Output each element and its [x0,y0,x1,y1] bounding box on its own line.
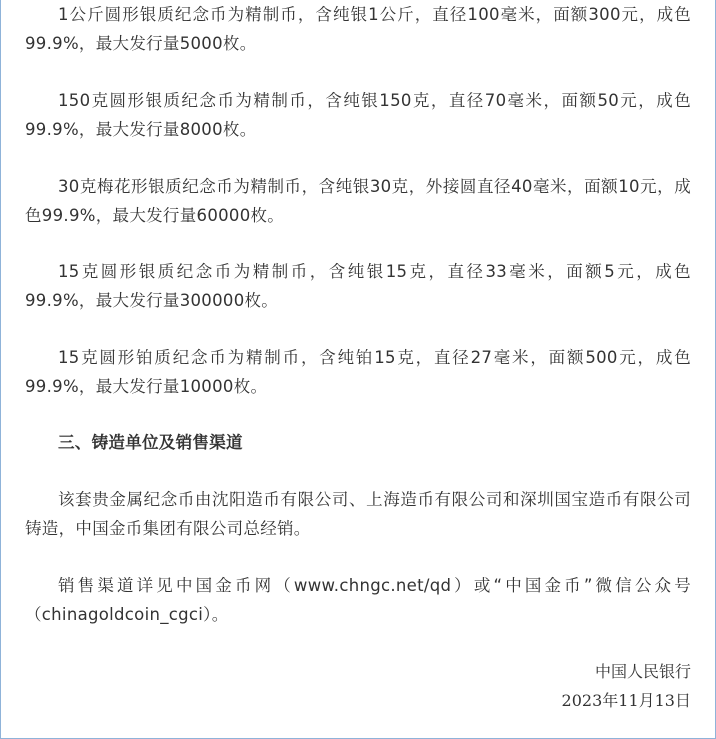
signature-issuer: 中国人民银行 [594,662,691,681]
section-heading-mint-and-sales: 三、铸造单位及销售渠道 [58,433,243,452]
paragraph-15g-platinum-coin: 15克圆形铂质纪念币为精制币，含纯铂15克，直径27毫米，面额500元，成色99.9%，最大发行量10000枚。 [25,348,691,396]
paragraph-15g-silver-coin: 15克圆形银质纪念币为精制币，含纯银15克，直径33毫米，面额5元，成色99.9%，最大发行量300000枚。 [25,262,691,310]
paragraph-30g-plum-silver-coin: 30克梅花形银质纪念币为精制币，含纯银30克，外接圆直径40毫米，面额10元，成色99.9%，最大发行量60000枚。 [25,177,691,225]
signature-date: 2023年11月13日 [561,691,691,710]
paragraph-150g-silver-coin: 150克圆形银质纪念币为精制币，含纯银150克，直径70毫米，面额50元，成色99.9%，最大发行量8000枚。 [25,91,691,139]
paragraph-mint-units: 该套贵金属纪念币由沈阳造币有限公司、上海造币有限公司和深圳国宝造币有限公司铸造，中国金币集团有限公司总经销。 [25,490,691,538]
paragraph-sales-channels: 销售渠道详见中国金币网（www.chngc.net/qd）或“中国金币”微信公众号（chinagoldcoin_cgci）。 [25,576,691,624]
paragraph-1kg-silver-coin: 1公斤圆形银质纪念币为精制币，含纯银1公斤，直径100毫米，面额300元，成色99.9%，最大发行量5000枚。 [25,5,691,53]
